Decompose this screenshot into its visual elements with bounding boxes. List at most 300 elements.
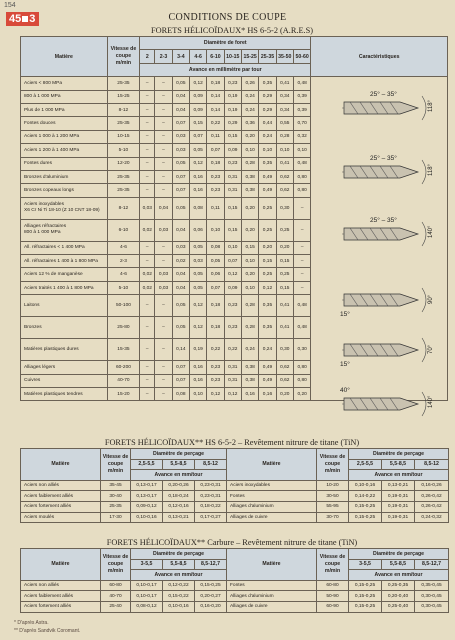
avance-cell: – xyxy=(155,339,172,361)
angle-arc xyxy=(422,392,426,416)
material-cell: Aciers moulés xyxy=(21,512,101,523)
vitesse-cell: 50-90 xyxy=(317,591,349,602)
avance-cell: 0,12 xyxy=(207,388,224,401)
avance-cell: 0,20 xyxy=(293,388,310,401)
col-header-caracteristiques: Caractéristiques xyxy=(311,37,448,77)
avance-cell: 0,05 xyxy=(190,241,207,254)
page-top-marker: 154 xyxy=(4,2,16,9)
material-detail: X6 Cr Ni Ti 18-10 (Z 10 CNT 18-09) xyxy=(24,208,100,214)
avance-cell: 0,34 xyxy=(276,103,293,116)
avance-cell: 0,13-0,17 xyxy=(131,491,163,502)
avance-cell: 0,04 xyxy=(172,103,189,116)
avance-cell: 0,09 xyxy=(224,144,241,157)
avance-cell: – xyxy=(155,144,172,157)
angle-arc xyxy=(422,338,426,362)
avance-cell: 0,16-0,20 xyxy=(195,601,227,612)
avance-cell: 0,30 xyxy=(276,339,293,361)
avance-cell: 0,23 xyxy=(207,361,224,374)
vitesse-cell: 4-6 xyxy=(107,241,140,254)
avance-cell: 0,12 xyxy=(190,77,207,90)
avance-cell: 0,55 xyxy=(276,117,293,130)
s3-header-diametre-right: Diamètre de perçage xyxy=(349,549,449,560)
material-cell: All. réfractaires < 1 400 MPa xyxy=(21,241,108,254)
avance-cell: 0,23 xyxy=(224,77,241,90)
avance-cell: – xyxy=(155,103,172,116)
avance-cell: 0,07 xyxy=(224,255,241,268)
avance-cell: 0,23 xyxy=(207,170,224,183)
avance-cell: 0,31 xyxy=(224,170,241,183)
avance-cell: 0,15 xyxy=(259,255,276,268)
avance-cell: 0,07 xyxy=(172,184,189,197)
vitesse-cell: 10-20 xyxy=(317,480,349,491)
avance-cell: – xyxy=(155,241,172,254)
avance-cell: 0,11 xyxy=(207,197,224,219)
diam-header-2: 8,5-12 xyxy=(195,459,227,470)
avance-cell: 0,30-0,45 xyxy=(415,591,449,602)
drill-angle-label: 15° xyxy=(340,311,350,318)
avance-cell: 0,62 xyxy=(276,184,293,197)
vitesse-cell: 5-10 xyxy=(107,144,140,157)
avance-cell: 0,04 xyxy=(172,219,189,241)
vitesse-cell: 40-70 xyxy=(107,374,140,387)
vitesse-cell: 30-40 xyxy=(101,491,131,502)
avance-cell: – xyxy=(140,103,155,116)
avance-cell: 0,41 xyxy=(276,295,293,317)
vitesse-cell: 2-3 xyxy=(107,255,140,268)
avance-cell: 0,80 xyxy=(293,170,310,183)
avance-cell: 0,25-0,40 xyxy=(382,601,415,612)
avance-cell: 0,23 xyxy=(224,317,241,339)
angle-arc xyxy=(422,96,426,120)
avance-cell: 0,23 xyxy=(224,157,241,170)
drill-point-angle-label: 90° xyxy=(428,294,434,304)
avance-cell: 0,12-0,16 xyxy=(163,501,195,512)
avance-cell: 0,31 xyxy=(224,184,241,197)
vitesse-cell: 15-20 xyxy=(107,388,140,401)
avance-cell: – xyxy=(140,117,155,130)
avance-cell: 0,10 xyxy=(241,281,258,294)
s2-header-diametre-right: Diamètre de perçage xyxy=(349,449,449,460)
s2-header-avance-left: Avance en mm/tour xyxy=(131,470,227,481)
avance-cell: 0,30 xyxy=(293,339,310,361)
avance-cell: 0,26-0,42 xyxy=(415,501,449,512)
avance-cell: 0,15 xyxy=(224,197,241,219)
avance-cell: 0,12 xyxy=(259,281,276,294)
avance-cell: 0,19 xyxy=(224,90,241,103)
drill-point-angle-label: 140° xyxy=(428,225,434,238)
avance-cell: 0,14-0,22 xyxy=(349,491,382,502)
avance-cell: 0,20 xyxy=(241,130,258,143)
diam-header-1: 2-3 xyxy=(155,50,172,63)
material-cell xyxy=(21,219,108,241)
avance-cell: 0,49 xyxy=(259,361,276,374)
avance-cell: 0,04 xyxy=(155,197,172,219)
avance-cell: 0,03 xyxy=(190,255,207,268)
table-row xyxy=(21,580,449,591)
avance-cell: 0,10-0,16 xyxy=(131,512,163,523)
avance-cell: 0,08 xyxy=(172,388,189,401)
avance-cell: 0,10 xyxy=(276,144,293,157)
material-cell xyxy=(21,197,108,219)
avance-cell: 0,18 xyxy=(207,295,224,317)
avance-cell: 0,03 xyxy=(155,281,172,294)
avance-cell: 0,15-0,25 xyxy=(349,601,382,612)
diam-header-3: 4-6 xyxy=(190,50,207,63)
drill-illustrations xyxy=(340,84,448,432)
material-detail: 800 à 1 000 MPa xyxy=(24,230,61,236)
diam-header-1: 5,5-8,5 xyxy=(382,459,415,470)
vitesse-cell: 10-15 xyxy=(107,130,140,143)
avance-cell: 0,19 xyxy=(190,339,207,361)
avance-cell: 0,15 xyxy=(276,255,293,268)
avance-cell: 0,23 xyxy=(224,295,241,317)
col-header-vitesse: Vitesse de coupe m/min xyxy=(107,37,140,77)
avance-cell: 0,25 xyxy=(276,268,293,281)
avance-cell: 0,05 xyxy=(190,268,207,281)
avance-cell: – xyxy=(293,241,310,254)
avance-cell: – xyxy=(293,219,310,241)
avance-cell: 0,05 xyxy=(172,295,189,317)
material-cell: Aciers traités 1 400 à 1 800 MPa xyxy=(21,281,108,294)
avance-cell: 0,15-0,25 xyxy=(349,591,382,602)
avance-cell: 0,20 xyxy=(259,241,276,254)
avance-cell: 0,15-0,25 xyxy=(349,501,382,512)
avance-cell: – xyxy=(155,130,172,143)
avance-cell: 0,20 xyxy=(241,268,258,281)
avance-cell: 0,25-0,35 xyxy=(382,580,415,591)
avance-cell: 0,70 xyxy=(293,117,310,130)
material-name: Alliages réfractaires xyxy=(24,224,67,230)
material-name: Aciers inoxydables xyxy=(24,202,64,208)
avance-cell: 0,48 xyxy=(293,157,310,170)
section2-title: FORETS HÉLICOÏDAUX** HS 6-5-2 – Revêtement nitrure de titane (TiN) xyxy=(104,438,360,447)
avance-cell: 0,13-0,21 xyxy=(163,512,195,523)
avance-cell: 0,20-0,40 xyxy=(382,591,415,602)
table-row xyxy=(21,491,449,502)
s2-header-avance-right: Avance en mm/tour xyxy=(349,470,449,481)
s2-header-diametre-left: Diamètre de perçage xyxy=(131,449,227,460)
material-cell: Aciers fortement alliés xyxy=(21,501,101,512)
avance-cell: 0,10-0,17 xyxy=(131,580,163,591)
avance-cell: 0,07 xyxy=(172,117,189,130)
avance-cell: 0,02 xyxy=(172,255,189,268)
avance-cell: 0,10 xyxy=(293,144,310,157)
avance-cell: 0,20 xyxy=(241,219,258,241)
material-cell: Alliages de cuivre xyxy=(227,512,317,523)
avance-cell: 0,80 xyxy=(293,184,310,197)
avance-cell: 0,62 xyxy=(276,374,293,387)
table-row xyxy=(21,591,449,602)
avance-cell: 0,48 xyxy=(293,317,310,339)
avance-cell: 0,10 xyxy=(241,144,258,157)
vitesse-cell: 60-200 xyxy=(107,361,140,374)
avance-cell: 0,31 xyxy=(224,374,241,387)
avance-cell: 0,07 xyxy=(207,144,224,157)
avance-cell: 0,17-0,27 xyxy=(195,512,227,523)
vitesse-cell: 8-12 xyxy=(107,103,140,116)
drill-angle-label: 25° – 35° xyxy=(370,91,397,98)
avance-cell: – xyxy=(140,255,155,268)
avance-cell: 0,24 xyxy=(241,339,258,361)
drill-angle-label: 40° xyxy=(340,387,350,394)
avance-cell: 0,05 xyxy=(172,317,189,339)
vitesse-cell: 55-95 xyxy=(317,501,349,512)
avance-cell: – xyxy=(155,388,172,401)
avance-cell: 0,44 xyxy=(259,117,276,130)
s2-header-vitesse-left: Vitesse de coupe m/min xyxy=(101,449,131,481)
vitesse-cell: 25-80 xyxy=(107,317,140,339)
drill-angle-label: 25° – 35° xyxy=(370,155,397,162)
avance-cell: – xyxy=(155,77,172,90)
avance-cell: 0,05 xyxy=(172,157,189,170)
table-forets-carbure xyxy=(20,548,449,613)
avance-cell: 0,15 xyxy=(224,130,241,143)
avance-cell: 0,22 xyxy=(224,339,241,361)
avance-cell: 0,20-0,26 xyxy=(163,480,195,491)
diam-header-2: 8,5-12 xyxy=(415,459,449,470)
avance-cell: 0,30 xyxy=(276,197,293,219)
page-title: CONDITIONS DE COUPE xyxy=(168,12,287,23)
avance-cell: 0,31 xyxy=(224,361,241,374)
avance-cell: 0,18 xyxy=(207,157,224,170)
material-cell: Fontes xyxy=(227,491,317,502)
avance-cell: – xyxy=(140,77,155,90)
avance-cell: – xyxy=(155,157,172,170)
avance-cell: 0,34 xyxy=(276,90,293,103)
vitesse-cell: 25-35 xyxy=(101,501,131,512)
avance-cell: 0,18-0,22 xyxy=(195,501,227,512)
vitesse-cell: 35-45 xyxy=(101,480,131,491)
avance-cell: 0,14 xyxy=(172,339,189,361)
avance-cell: – xyxy=(140,170,155,183)
avance-cell: 0,32 xyxy=(293,130,310,143)
avance-cell: 0,14 xyxy=(207,90,224,103)
material-cell: Alliages d'aluminium xyxy=(227,591,317,602)
avance-cell: – xyxy=(140,90,155,103)
avance-cell: 0,38 xyxy=(241,184,258,197)
diam-header-6: 15-25 xyxy=(241,50,258,63)
avance-cell: – xyxy=(140,130,155,143)
avance-cell: 0,12 xyxy=(224,268,241,281)
drill-point-angle-label: 118° xyxy=(428,164,434,176)
avance-cell: – xyxy=(140,317,155,339)
diam-header-2: 3-4 xyxy=(172,50,189,63)
s3-header-matiere-right: Matière xyxy=(227,549,317,581)
diam-header-2: 8,5-12,7 xyxy=(195,559,227,570)
avance-cell: 0,38 xyxy=(241,361,258,374)
avance-cell: 0,41 xyxy=(276,317,293,339)
avance-cell: 0,29 xyxy=(224,117,241,130)
avance-cell: 0,36 xyxy=(241,117,258,130)
avance-cell: 0,15 xyxy=(224,219,241,241)
avance-cell: 0,07 xyxy=(190,130,207,143)
avance-cell: 0,10-0,16 xyxy=(163,601,195,612)
avance-cell: – xyxy=(140,374,155,387)
avance-cell: 0,02 xyxy=(140,268,155,281)
avance-cell: – xyxy=(293,255,310,268)
drill-angle-label: 25° – 35° xyxy=(370,217,397,224)
diam-header-5: 10-15 xyxy=(224,50,241,63)
avance-cell: 0,35-0,45 xyxy=(415,580,449,591)
avance-cell: 0,39 xyxy=(293,90,310,103)
material-cell: Aciers 12 % de manganèse xyxy=(21,268,108,281)
material-cell: Aciers faiblement alliés xyxy=(21,591,101,602)
avance-cell: 0,22 xyxy=(207,117,224,130)
avance-cell: – xyxy=(155,361,172,374)
avance-cell: 0,03 xyxy=(155,219,172,241)
avance-cell: 0,05 xyxy=(172,197,189,219)
diam-header-1: 5,5-8,5 xyxy=(163,459,195,470)
avance-cell: – xyxy=(155,117,172,130)
avance-cell: 0,35 xyxy=(259,317,276,339)
avance-cell: 0,05 xyxy=(190,281,207,294)
avance-cell: 0,41 xyxy=(276,157,293,170)
avance-cell: 0,04 xyxy=(172,90,189,103)
drill-angle-label: 15° xyxy=(340,361,350,368)
avance-cell: 0,12 xyxy=(190,317,207,339)
vitesse-cell: 8-12 xyxy=(107,197,140,219)
material-cell: Laitons xyxy=(21,295,108,317)
vitesse-cell: 6-10 xyxy=(107,219,140,241)
section1-title: FORETS HÉLICOÏDAUX* HS 6-5-2 (A.R.E.S) xyxy=(150,26,314,35)
avance-cell: 0,49 xyxy=(259,170,276,183)
avance-cell: 0,19-0,31 xyxy=(382,491,415,502)
vitesse-cell: 25-40 xyxy=(101,601,131,612)
avance-cell: – xyxy=(155,255,172,268)
table-row xyxy=(21,480,449,491)
material-cell: Plus de 1 000 MPa xyxy=(21,103,108,116)
avance-cell: 0,25 xyxy=(276,219,293,241)
avance-cell: 0,20 xyxy=(276,388,293,401)
material-cell: Alliages légers xyxy=(21,361,108,374)
avance-cell: 0,05 xyxy=(172,77,189,90)
avance-cell: 0,10 xyxy=(259,144,276,157)
avance-cell: 0,15-0,25 xyxy=(349,512,382,523)
angle-arc xyxy=(422,160,426,184)
vitesse-cell: 25-35 xyxy=(107,184,140,197)
avance-cell: – xyxy=(155,317,172,339)
avance-cell: 0,26 xyxy=(241,77,258,90)
avance-cell: 0,13-0,21 xyxy=(382,480,415,491)
avance-cell: 0,15 xyxy=(241,241,258,254)
diam-header-0: 2,5-5,5 xyxy=(131,459,163,470)
s3-header-vitesse-right: Vitesse de coupe m/min xyxy=(317,549,349,581)
material-cell: Fontes xyxy=(227,580,317,591)
avance-cell: 0,29 xyxy=(259,103,276,116)
vitesse-cell: 60-80 xyxy=(101,580,131,591)
avance-cell: 0,14 xyxy=(207,103,224,116)
avance-cell: – xyxy=(140,361,155,374)
avance-cell: 0,28 xyxy=(241,295,258,317)
material-cell: Aciers < 800 MPa xyxy=(21,77,108,90)
vitesse-cell: 30-70 xyxy=(317,512,349,523)
col-header-matiere: Matière xyxy=(21,37,108,77)
avance-cell: 0,25 xyxy=(259,268,276,281)
diam-header-7: 25-35 xyxy=(259,50,276,63)
avance-cell: 0,25 xyxy=(259,197,276,219)
s3-header-avance-right: Avance en mm/tour xyxy=(349,570,449,581)
material-cell: 800 à 1 000 MPa xyxy=(21,90,108,103)
avance-cell: 0,28 xyxy=(276,130,293,143)
footnote-1: * D'après Astra. xyxy=(14,620,49,626)
avance-cell: 0,20 xyxy=(241,197,258,219)
drill-point-angle-label: 70° xyxy=(428,344,434,354)
avance-cell: – xyxy=(155,90,172,103)
avance-cell: 0,08 xyxy=(207,241,224,254)
avance-cell: 0,23 xyxy=(207,184,224,197)
avance-cell: 0,03 xyxy=(172,130,189,143)
col-header-avance: Avance en millimètre par tour xyxy=(140,63,311,76)
diam-header-0: 3-5,5 xyxy=(131,559,163,570)
avance-cell: 0,39 xyxy=(293,103,310,116)
avance-cell: 0,10-0,17 xyxy=(131,591,163,602)
avance-cell: 0,38 xyxy=(241,374,258,387)
avance-cell: 0,10 xyxy=(241,255,258,268)
section-number-badge: 45 3 xyxy=(6,12,39,26)
avance-cell: 0,03 xyxy=(172,241,189,254)
vitesse-cell: 25-35 xyxy=(107,117,140,130)
avance-cell: 0,35 xyxy=(259,77,276,90)
avance-cell: 0,24 xyxy=(241,90,258,103)
avance-cell: – xyxy=(155,184,172,197)
avance-cell: 0,07 xyxy=(172,374,189,387)
avance-cell: 0,49 xyxy=(259,184,276,197)
avance-cell: 0,12 xyxy=(190,157,207,170)
avance-cell: 0,10 xyxy=(207,219,224,241)
avance-cell: – xyxy=(140,339,155,361)
material-cell: Fontes dures xyxy=(21,157,108,170)
material-cell: Bronzes d'aluminium xyxy=(21,170,108,183)
avance-cell: 0,62 xyxy=(276,170,293,183)
avance-cell: 0,25 xyxy=(259,219,276,241)
avance-cell: 0,13-0,17 xyxy=(131,480,163,491)
avance-cell: 0,03 xyxy=(155,268,172,281)
avance-cell: – xyxy=(140,184,155,197)
avance-cell: 0,24 xyxy=(241,103,258,116)
avance-cell: 0,20-0,27 xyxy=(195,591,227,602)
vitesse-cell: 15-35 xyxy=(107,339,140,361)
avance-cell: – xyxy=(140,144,155,157)
avance-cell: 0,04 xyxy=(172,268,189,281)
avance-cell: 0,23 xyxy=(207,374,224,387)
diam-header-8: 35-50 xyxy=(276,50,293,63)
vitesse-cell: 12-20 xyxy=(107,157,140,170)
avance-cell: 0,07 xyxy=(172,170,189,183)
avance-cell: – xyxy=(155,374,172,387)
material-cell: Aciers inoxydables xyxy=(227,480,317,491)
material-cell: Alliages de cuivre xyxy=(227,601,317,612)
avance-cell: – xyxy=(293,268,310,281)
avance-cell: – xyxy=(140,157,155,170)
avance-cell: 0,09-0,12 xyxy=(131,501,163,512)
avance-cell: 0,15-0,25 xyxy=(195,580,227,591)
avance-cell: 0,16 xyxy=(241,388,258,401)
avance-cell: 0,04 xyxy=(172,281,189,294)
avance-cell: 0,09 xyxy=(190,90,207,103)
diam-header-0: 2,5-5,5 xyxy=(349,459,382,470)
avance-cell: 0,18 xyxy=(207,77,224,90)
avance-cell: 0,02 xyxy=(140,281,155,294)
s3-header-diametre-left: Diamètre de perçage xyxy=(131,549,227,560)
avance-cell: 0,12-0,22 xyxy=(163,580,195,591)
avance-cell: 0,24 xyxy=(259,130,276,143)
material-cell: Alliages d'aluminium xyxy=(227,501,317,512)
avance-cell: 0,24-0,32 xyxy=(415,512,449,523)
material-cell: Fontes douces xyxy=(21,117,108,130)
avance-cell: 0,80 xyxy=(293,361,310,374)
vitesse-cell: 50-100 xyxy=(107,295,140,317)
avance-cell: 0,48 xyxy=(293,295,310,317)
